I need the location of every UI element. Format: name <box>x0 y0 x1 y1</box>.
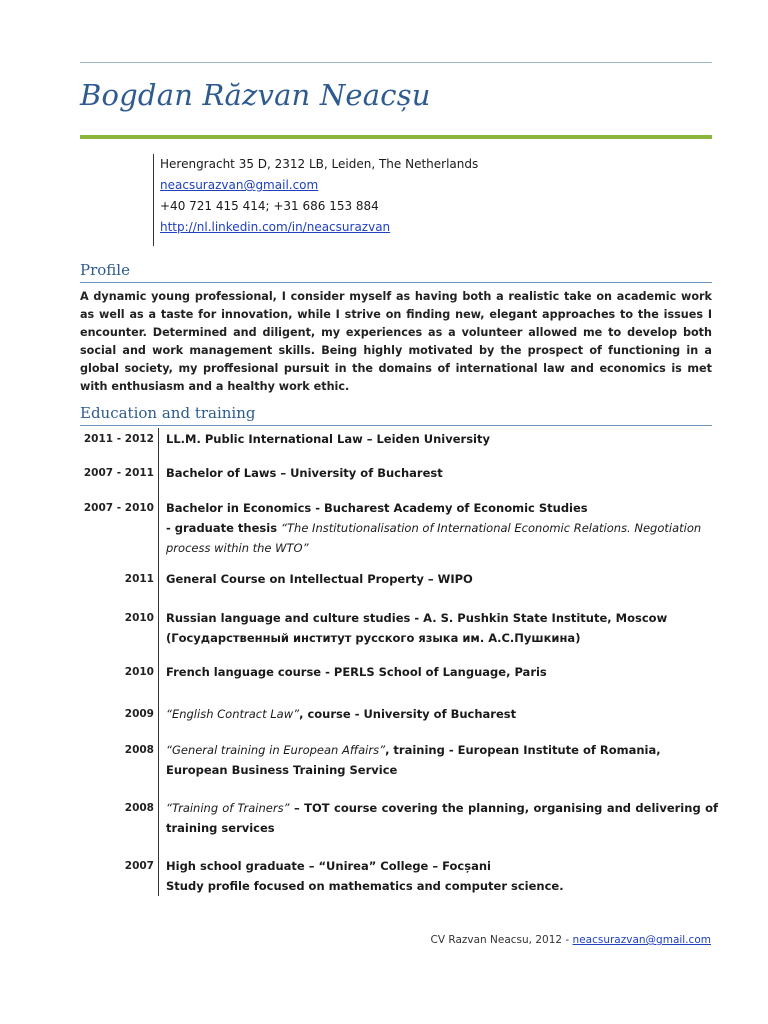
entry-years: 2007 <box>124 860 154 872</box>
entry-description <box>166 740 718 780</box>
page-title: Bogdan Răzvan Neacșu <box>80 78 431 112</box>
entry-detail-prefix: - graduate thesis <box>166 521 282 535</box>
entry-years: 2008 <box>124 802 154 814</box>
entry-detail: (Государственный институт русского языка им. А.С.Пушкина) <box>166 631 581 645</box>
contact-email-link[interactable]: neacsurazvan@gmail.com <box>160 178 319 192</box>
entry-course-detail: – TOT course covering the planning, organising and delivering of training services <box>166 801 718 835</box>
entry-course-detail: , training - European Institute of Romania, European Business Training Service <box>166 743 661 777</box>
education-heading: Education and training <box>80 404 256 422</box>
entry-description <box>166 608 718 648</box>
contact-address: Herengracht 35 D, 2312 LB, Leiden, The Netherlands <box>160 157 479 171</box>
entry-description <box>166 856 718 896</box>
education-list <box>80 428 720 896</box>
entry-description <box>166 498 718 558</box>
entry-years: 2007 - 2010 <box>83 502 154 514</box>
profile-heading: Profile <box>80 261 130 279</box>
entry-description <box>166 798 718 838</box>
entry-description: LL.M. Public International Law – Leiden University <box>166 432 490 446</box>
entry-years: 2010 <box>124 612 154 624</box>
education-timeline-line <box>158 428 159 896</box>
entry-years: 2009 <box>124 708 154 720</box>
entry-course-title: “General training in European Affairs” <box>166 743 386 757</box>
contact-block <box>153 154 478 246</box>
entry-title: Russian language and culture studies - A. S. Pushkin State Institute, Moscow <box>166 611 668 625</box>
entry-description: French language course - PERLS School of Language, Paris <box>166 665 547 679</box>
entry-years: 2007 - 2011 <box>83 467 154 479</box>
education-rule <box>80 425 712 426</box>
contact-linkedin-link[interactable]: http://nl.linkedin.com/in/neacsurazvan <box>160 220 391 234</box>
entry-years: 2008 <box>124 744 154 756</box>
contact-phones: +40 721 415 414; +31 686 153 884 <box>160 199 379 213</box>
title-underline <box>80 135 712 139</box>
footer-email-link[interactable]: neacsurazvan@gmail.com <box>572 934 711 946</box>
entry-description: General Course on Intellectual Property – WIPO <box>166 572 473 586</box>
entry-description: Bachelor of Laws – University of Bucharest <box>166 466 443 480</box>
entry-years: 2011 <box>124 573 154 585</box>
entry-detail: Study profile focused on mathematics and computer science. <box>166 879 564 893</box>
footer-text: CV Razvan Neacsu, 2012 - <box>430 934 573 946</box>
entry-course-title: “English Contract Law” <box>166 707 300 721</box>
entry-years: 2010 <box>124 666 154 678</box>
profile-text: A dynamic young professional, I consider myself as having both a realistic take on academic work as well as a taste for innovation, while I strive on finding new, elegant approaches to the issues I encounter. Determined and diligent, my experiences as a volunteer allowed me to develop both social and work management skills. Being highly motivated by the prospect of functioning in a global society, my proffesional pursuit in the domains of international law and economics is met with enthusiasm and a healthy work ethic. <box>80 290 712 393</box>
entry-title: High school graduate – “Unirea” College – Focșani <box>166 859 491 873</box>
top-rule <box>80 62 712 63</box>
entry-description <box>166 704 718 724</box>
entry-course-detail: , course - University of Bucharest <box>299 707 517 721</box>
entry-years: 2011 - 2012 <box>83 433 154 445</box>
entry-thesis-title: “The Institutionalisation of International Economic Relations. Negotiation process within the WTO” <box>166 521 702 555</box>
profile-rule <box>80 282 712 283</box>
entry-course-title: “Training of Trainers” <box>166 801 290 815</box>
page-footer <box>431 934 711 946</box>
entry-title: Bachelor in Economics - Bucharest Academy of Economic Studies <box>166 501 588 515</box>
